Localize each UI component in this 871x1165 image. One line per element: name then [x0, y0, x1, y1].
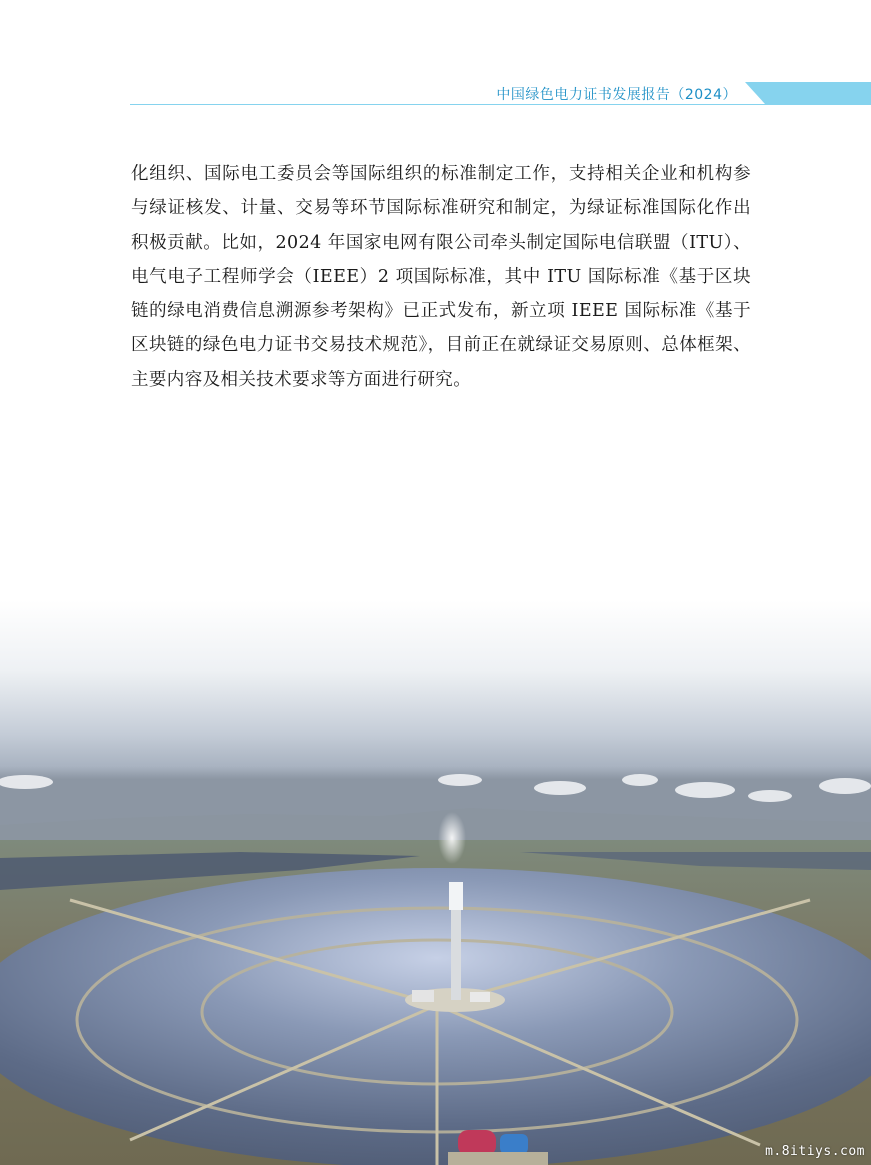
page-header	[130, 80, 871, 106]
body-paragraph: 化组织、国际电工委员会等国际组织的标准制定工作，支持相关企业和机构参与绿证核发、计量、交易等环节国际标准研究和制定，为绿证标准国际化作出积极贡献。比如，2024 年国家电网有限公司牵头制定国际电信联盟（ITU）、电气电子工程师学会（IEEE）2 项国际标准，其中 ITU 国际标准《基于区块链的绿电消费信息溯源参考架构》已正式发布，新立项 IEEE 国际标准《基于区块链的绿色电力证书交易技术规范》，目前正在就绿证交易原则、总体框架、主要内容及相关技术要求等方面进行研究。	[131, 164, 751, 390]
header-accent-tab	[745, 82, 871, 104]
solar-thermal-plant-photo	[0, 600, 871, 1165]
report-title: 中国绿色电力证书发展报告（2024）	[496, 87, 737, 103]
header-rule	[130, 104, 871, 105]
site-watermark: m.8itiys.com	[765, 1144, 865, 1159]
